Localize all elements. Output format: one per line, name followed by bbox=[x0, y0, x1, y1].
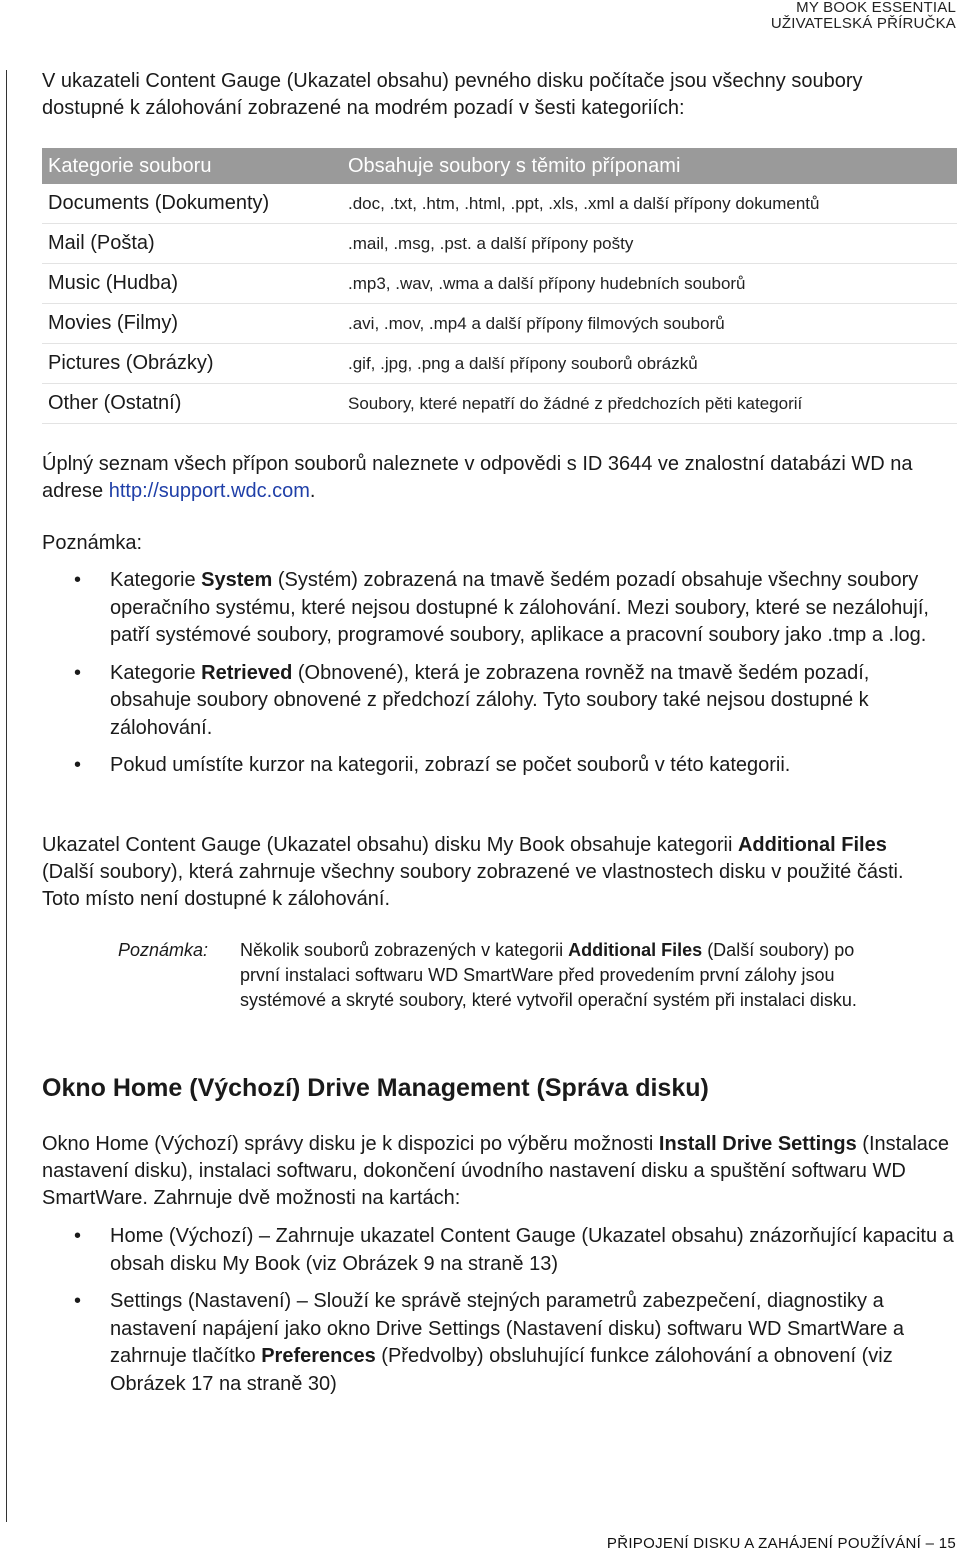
note-label: Poznámka: bbox=[118, 940, 209, 960]
running-header bbox=[771, 0, 956, 32]
list-item: • Home (Výchozí) – Zahrnuje ukazatel Content Gauge (Ukazatel obsahu) znázorňující kapacitu a obsah disku My Book (viz Obrázek 9 na straně 13) bbox=[74, 1225, 954, 1275]
full-list-end: . bbox=[309, 480, 316, 502]
extensions-cell: .mail, .msg, .pst. a další přípony pošty bbox=[342, 224, 957, 264]
category-cell: Movies (Filmy) bbox=[42, 304, 342, 344]
footer-section: PŘIPOJENÍ DISKU A ZAHÁJENÍ POUŽÍVÁNÍ bbox=[606, 1535, 922, 1552]
extensions-cell: .mp3, .wav, .wma a další přípony hudebních souborů bbox=[342, 264, 957, 304]
bullet-icon: • bbox=[74, 1290, 82, 1312]
intro-paragraph: V ukazateli Content Gauge (Ukazatel obsahu) pevného disku počítače jsou všechny soubory dostupné k zálohování zobrazené na modrém pozadí v šesti kategoriích: bbox=[42, 70, 863, 119]
table-row bbox=[42, 184, 957, 224]
tabs-bullet-list bbox=[74, 1223, 954, 1408]
header-manual: UŽIVATELSKÁ PŘÍRUČKA bbox=[770, 15, 956, 32]
file-category-table bbox=[42, 148, 957, 424]
full-list-paragraph bbox=[42, 451, 922, 505]
section-heading: Okno Home (Výchozí) Drive Management (Správa disku) bbox=[42, 1074, 709, 1102]
margin-rule bbox=[6, 70, 7, 1522]
list-item: • Settings (Nastavení) – Slouží ke správě stejných parametrů zabezpečení, diagnostiky a nastavení napájení jako okno Drive Settings (Nastavení disku) softwaru WD SmartWare a zahrnuje tlačítko Preferences (Předvolby) obsluhující funkce zálohování a obnovení (viz Obrázek 17 na straně 30) bbox=[74, 1290, 905, 1395]
header-extensions: Obsahuje soubory s těmito příponami bbox=[342, 148, 957, 184]
full-list-text: Úplný seznam všech přípon souborů naleznete v odpovědi s ID 3644 ve znalostní databázi WD na adrese bbox=[42, 453, 913, 502]
extensions-cell: .doc, .txt, .htm, .html, .ppt, .xls, .xml a další přípony dokumentů bbox=[342, 184, 957, 224]
bullet-icon: • bbox=[74, 754, 82, 776]
category-cell: Pictures (Obrázky) bbox=[42, 344, 342, 384]
bullet-icon: • bbox=[74, 569, 82, 591]
extensions-cell: .gif, .jpg, .png a další přípony souborů obrázků bbox=[342, 344, 957, 384]
list-item: • Kategorie Retrieved (Obnovené), která je zobrazena rovněž na tmavě šedém pozadí, obsahuje soubory obnovené z předchozí zálohy. Tyto soubory také nejsou dostupné k zálohování. bbox=[74, 661, 870, 739]
table-row bbox=[42, 304, 957, 344]
page-footer bbox=[607, 1535, 956, 1552]
table-row bbox=[42, 264, 957, 304]
category-cell: Music (Hudba) bbox=[42, 264, 342, 304]
header-product: MY BOOK ESSENTIAL bbox=[796, 0, 956, 16]
bullet-icon: • bbox=[74, 661, 82, 684]
list-item: • Pokud umístíte kurzor na kategorii, zobrazí se počet souborů v této kategorii. bbox=[74, 752, 954, 780]
note-label: Poznámka: bbox=[42, 532, 143, 554]
extensions-cell: Soubory, které nepatří do žádné z předchozích pěti kategorií bbox=[342, 384, 957, 424]
category-cell: Documents (Dokumenty) bbox=[42, 184, 342, 224]
home-window-paragraph: Okno Home (Výchozí) správy disku je k dispozici po výběru možnosti Install Drive Settings (Instalace nastavení disku), instalaci softwaru, dokončení úvodního nastavení disku a spuštění softwaru WD SmartWare. Zahrnuje dvě možnosti na kartách: bbox=[42, 1133, 950, 1209]
table-row bbox=[42, 224, 957, 264]
category-cell: Other (Ostatní) bbox=[42, 384, 342, 424]
note-text: Několik souborů zobrazených v kategorii Additional Files (Další soubory) po první instalaci softwaru WD SmartWare před provedením první zálohy jsou systémové a skryté soubory, které vytvořil operační systém při instalaci disku. bbox=[240, 940, 857, 1010]
list-item: • Kategorie System (Systém) zobrazená na tmavě šedém pozadí obsahuje všechny soubory operačního systému, které nejsou dostupné k zálohování. Mezi soubory, které se nezálohují, patří systémové soubory, programové soubory, aplikace a pracovní soubory jako .tmp a .log. bbox=[74, 569, 929, 646]
table-row bbox=[42, 384, 957, 424]
header-category: Kategorie souboru bbox=[42, 148, 342, 184]
table-row bbox=[42, 344, 957, 384]
footer-separator: – bbox=[925, 1535, 935, 1552]
additional-files-paragraph: Ukazatel Content Gauge (Ukazatel obsahu) disku My Book obsahuje kategorii Additional Files (Další soubory), která zahrnuje všechny soubory zobrazené ve vlastnostech disku v použité části. Toto místo není dostupné k zálohování. bbox=[42, 834, 904, 910]
support-link[interactable]: http://support.wdc.com bbox=[108, 480, 310, 502]
page-number: 15 bbox=[938, 1535, 956, 1552]
extensions-cell: .avi, .mov, .mp4 a další přípony filmových souborů bbox=[342, 304, 957, 344]
table-header-row bbox=[42, 148, 957, 184]
note-bullet-list bbox=[74, 567, 954, 790]
category-cell: Mail (Pošta) bbox=[42, 224, 342, 264]
bullet-icon: • bbox=[74, 1225, 82, 1247]
